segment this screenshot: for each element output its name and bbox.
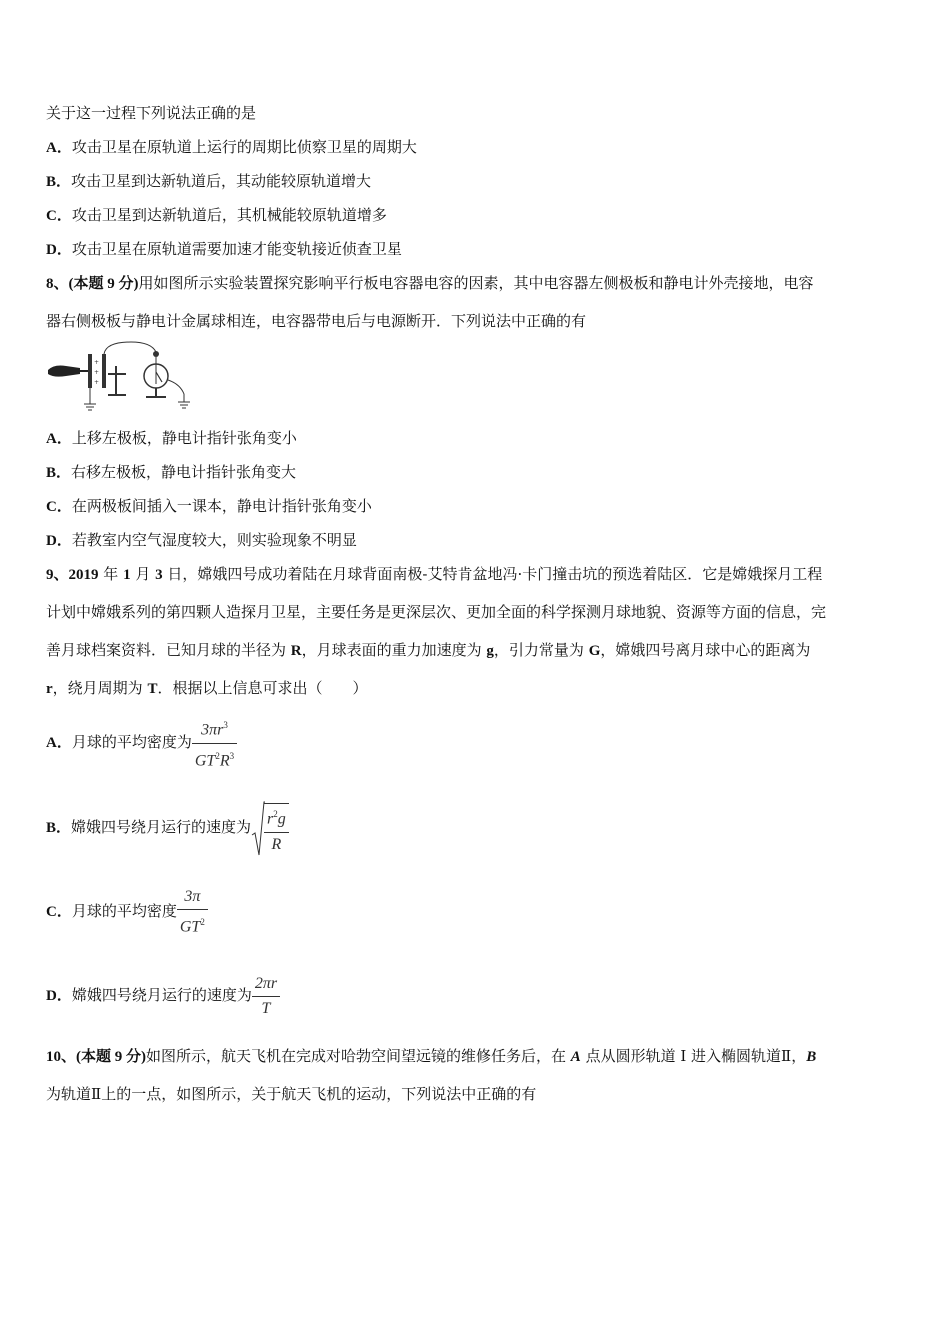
- text: 日，嫦娥四号成功着陆在月球背面南极-艾特肯盆地冯·卡门撞击坑的预选着陆区．它是嫦娥探月工程: [162, 565, 823, 583]
- superscript: 2: [200, 916, 205, 927]
- formula-fraction: [177, 887, 208, 937]
- superscript: 3: [229, 750, 235, 761]
- text: 如图所示，航天飞机在完成对哈勃空间望远镜的维修任务后，在: [146, 1047, 571, 1065]
- text: 善月球档案资料．已知月球的半径为: [46, 641, 291, 659]
- text: ，引力常量为: [493, 641, 589, 659]
- option-text: 攻击卫星到达新轨道后，其机械能较原轨道增多: [71, 206, 387, 224]
- svg-text:+: +: [94, 379, 100, 386]
- option-text: 在两极板间插入一课本，静电计指针张角变小: [71, 497, 372, 515]
- svg-text:+: +: [94, 369, 100, 376]
- q8-option-c[interactable]: [46, 496, 372, 517]
- electrometer-ground-wire: [168, 380, 184, 402]
- year: 2019: [68, 567, 99, 583]
- q8-text: 用如图所示实验装置探究影响平行板电容器电容的因素，其中电容器左侧极板和静电计外壳接地，电容: [138, 274, 814, 292]
- q9-option-d[interactable]: [46, 960, 280, 1031]
- left-plate: [88, 354, 92, 388]
- point-A: A: [570, 1049, 581, 1065]
- sqrt-formula: [251, 793, 289, 863]
- numerator: r: [267, 810, 274, 828]
- option-label: C．: [46, 904, 72, 920]
- q9-option-b[interactable]: [46, 792, 289, 863]
- superscript: 2: [215, 750, 220, 761]
- text: ，嫦娥四号离月球中心的距离为: [600, 641, 811, 659]
- electrometer-needle: [156, 372, 162, 382]
- q9-stem-line3: [46, 640, 810, 661]
- numerator: 3π: [184, 887, 201, 905]
- numerator: 2πr: [254, 974, 278, 992]
- denominator: R: [271, 835, 282, 853]
- point-B: B: [806, 1049, 817, 1065]
- capacitor-electrometer-figure: [46, 340, 196, 419]
- text: ．根据以上信息可求出（ ）: [157, 679, 368, 697]
- electrometer-ball: [153, 351, 159, 357]
- q8-stem-line1: [46, 273, 814, 294]
- q9-stem-line4: [46, 678, 367, 699]
- option-label: B．: [46, 465, 72, 481]
- denominator: T: [261, 999, 271, 1017]
- text: ，绕月周期为: [52, 679, 148, 697]
- option-text: 若教室内空气湿度较大，则实验现象不明显: [71, 531, 357, 549]
- option-label: D．: [46, 242, 72, 258]
- numerator: 3πr: [201, 721, 224, 739]
- option-label: A．: [46, 140, 72, 156]
- var-T: T: [147, 681, 158, 697]
- q9-stem-line2: 计划中嫦娥系列的第四颗人造探月卫星，主要任务是更深层次、更加全面的科学探测月球地貌、资源等方面的信息，完: [46, 603, 827, 621]
- q8-option-b[interactable]: [46, 462, 296, 483]
- option-text: 嫦娥四号绕月运行的速度为: [71, 818, 252, 836]
- q8-stem-line2: 器右侧极板与静电计金属球相连，电容器带电后与电源断开．下列说法中正确的有: [46, 312, 587, 330]
- option-text: 攻击卫星在原轨道上运行的周期比侦察卫星的周期大: [71, 138, 417, 156]
- denominator-part: R: [219, 751, 230, 769]
- option-label: D．: [46, 533, 72, 549]
- option-label: A．: [46, 431, 72, 447]
- q7-option-a[interactable]: [46, 137, 417, 158]
- q8-option-d[interactable]: [46, 530, 357, 551]
- option-label: B．: [46, 174, 72, 190]
- var-G: G: [588, 643, 601, 659]
- option-text: 月球的平均密度: [71, 902, 177, 920]
- right-plate: [102, 354, 106, 388]
- var-g: g: [486, 643, 494, 659]
- var-R: R: [290, 643, 302, 659]
- formula-fraction: [192, 715, 237, 771]
- option-text: 攻击卫星到达新轨道后，其动能较原轨道增大: [71, 172, 372, 190]
- superscript: 2: [273, 809, 278, 820]
- denominator: GT: [194, 751, 216, 769]
- sqrt-sign-icon: [251, 801, 265, 857]
- var-r: r: [46, 681, 53, 697]
- q7-stem: 关于这一过程下列说法正确的是: [46, 104, 257, 122]
- option-text: 攻击卫星在原轨道需要加速才能变轨接近侦查卫星: [71, 240, 402, 258]
- q9-option-c[interactable]: [46, 876, 208, 947]
- svg-text:+: +: [94, 359, 100, 366]
- q9-option-a[interactable]: [46, 712, 237, 773]
- q7-option-c[interactable]: [46, 205, 387, 226]
- option-text: 嫦娥四号绕月运行的速度为: [71, 986, 252, 1004]
- question-number: 9、: [46, 567, 69, 583]
- option-label: C．: [46, 499, 72, 515]
- option-text: 上移左极板，静电计指针张角变小: [71, 429, 297, 447]
- text: 月: [130, 565, 156, 583]
- q10-stem-line2: 为轨道Ⅱ上的一点，如图所示，关于航天飞机的运动，下列说法中正确的有: [46, 1085, 537, 1103]
- q10-stem-line1: [46, 1046, 816, 1067]
- option-text: 月球的平均密度为: [71, 733, 192, 751]
- option-label: A．: [46, 735, 72, 751]
- question-number: 8、: [46, 276, 69, 292]
- q7-option-b[interactable]: [46, 171, 371, 192]
- denominator: GT: [179, 918, 201, 936]
- day: 3: [155, 567, 163, 583]
- text: ，月球表面的重力加速度为: [301, 641, 487, 659]
- superscript: 3: [223, 720, 228, 731]
- question-score: (本题 9 分): [68, 276, 139, 292]
- text: 年: [98, 565, 124, 583]
- hand-shape: [48, 366, 80, 377]
- option-label: D．: [46, 988, 72, 1004]
- option-text: 右移左极板，静电计指针张角变大: [71, 463, 297, 481]
- numerator-part: g: [277, 810, 286, 828]
- q9-stem-line1: [46, 564, 822, 585]
- formula-fraction: [264, 803, 289, 854]
- question-number: 10、: [46, 1049, 77, 1065]
- text: 点从圆形轨道 Ⅰ 进入椭圆轨道Ⅱ，: [580, 1047, 807, 1065]
- month: 1: [123, 567, 131, 583]
- option-label: B．: [46, 820, 72, 836]
- q7-option-d[interactable]: [46, 239, 402, 260]
- q8-option-a[interactable]: [46, 428, 297, 449]
- connecting-wire: [104, 342, 156, 354]
- option-label: C．: [46, 208, 72, 224]
- capacitor-diagram-svg: [46, 340, 196, 415]
- question-score: (本题 9 分): [76, 1049, 147, 1065]
- formula-fraction: [252, 974, 280, 1019]
